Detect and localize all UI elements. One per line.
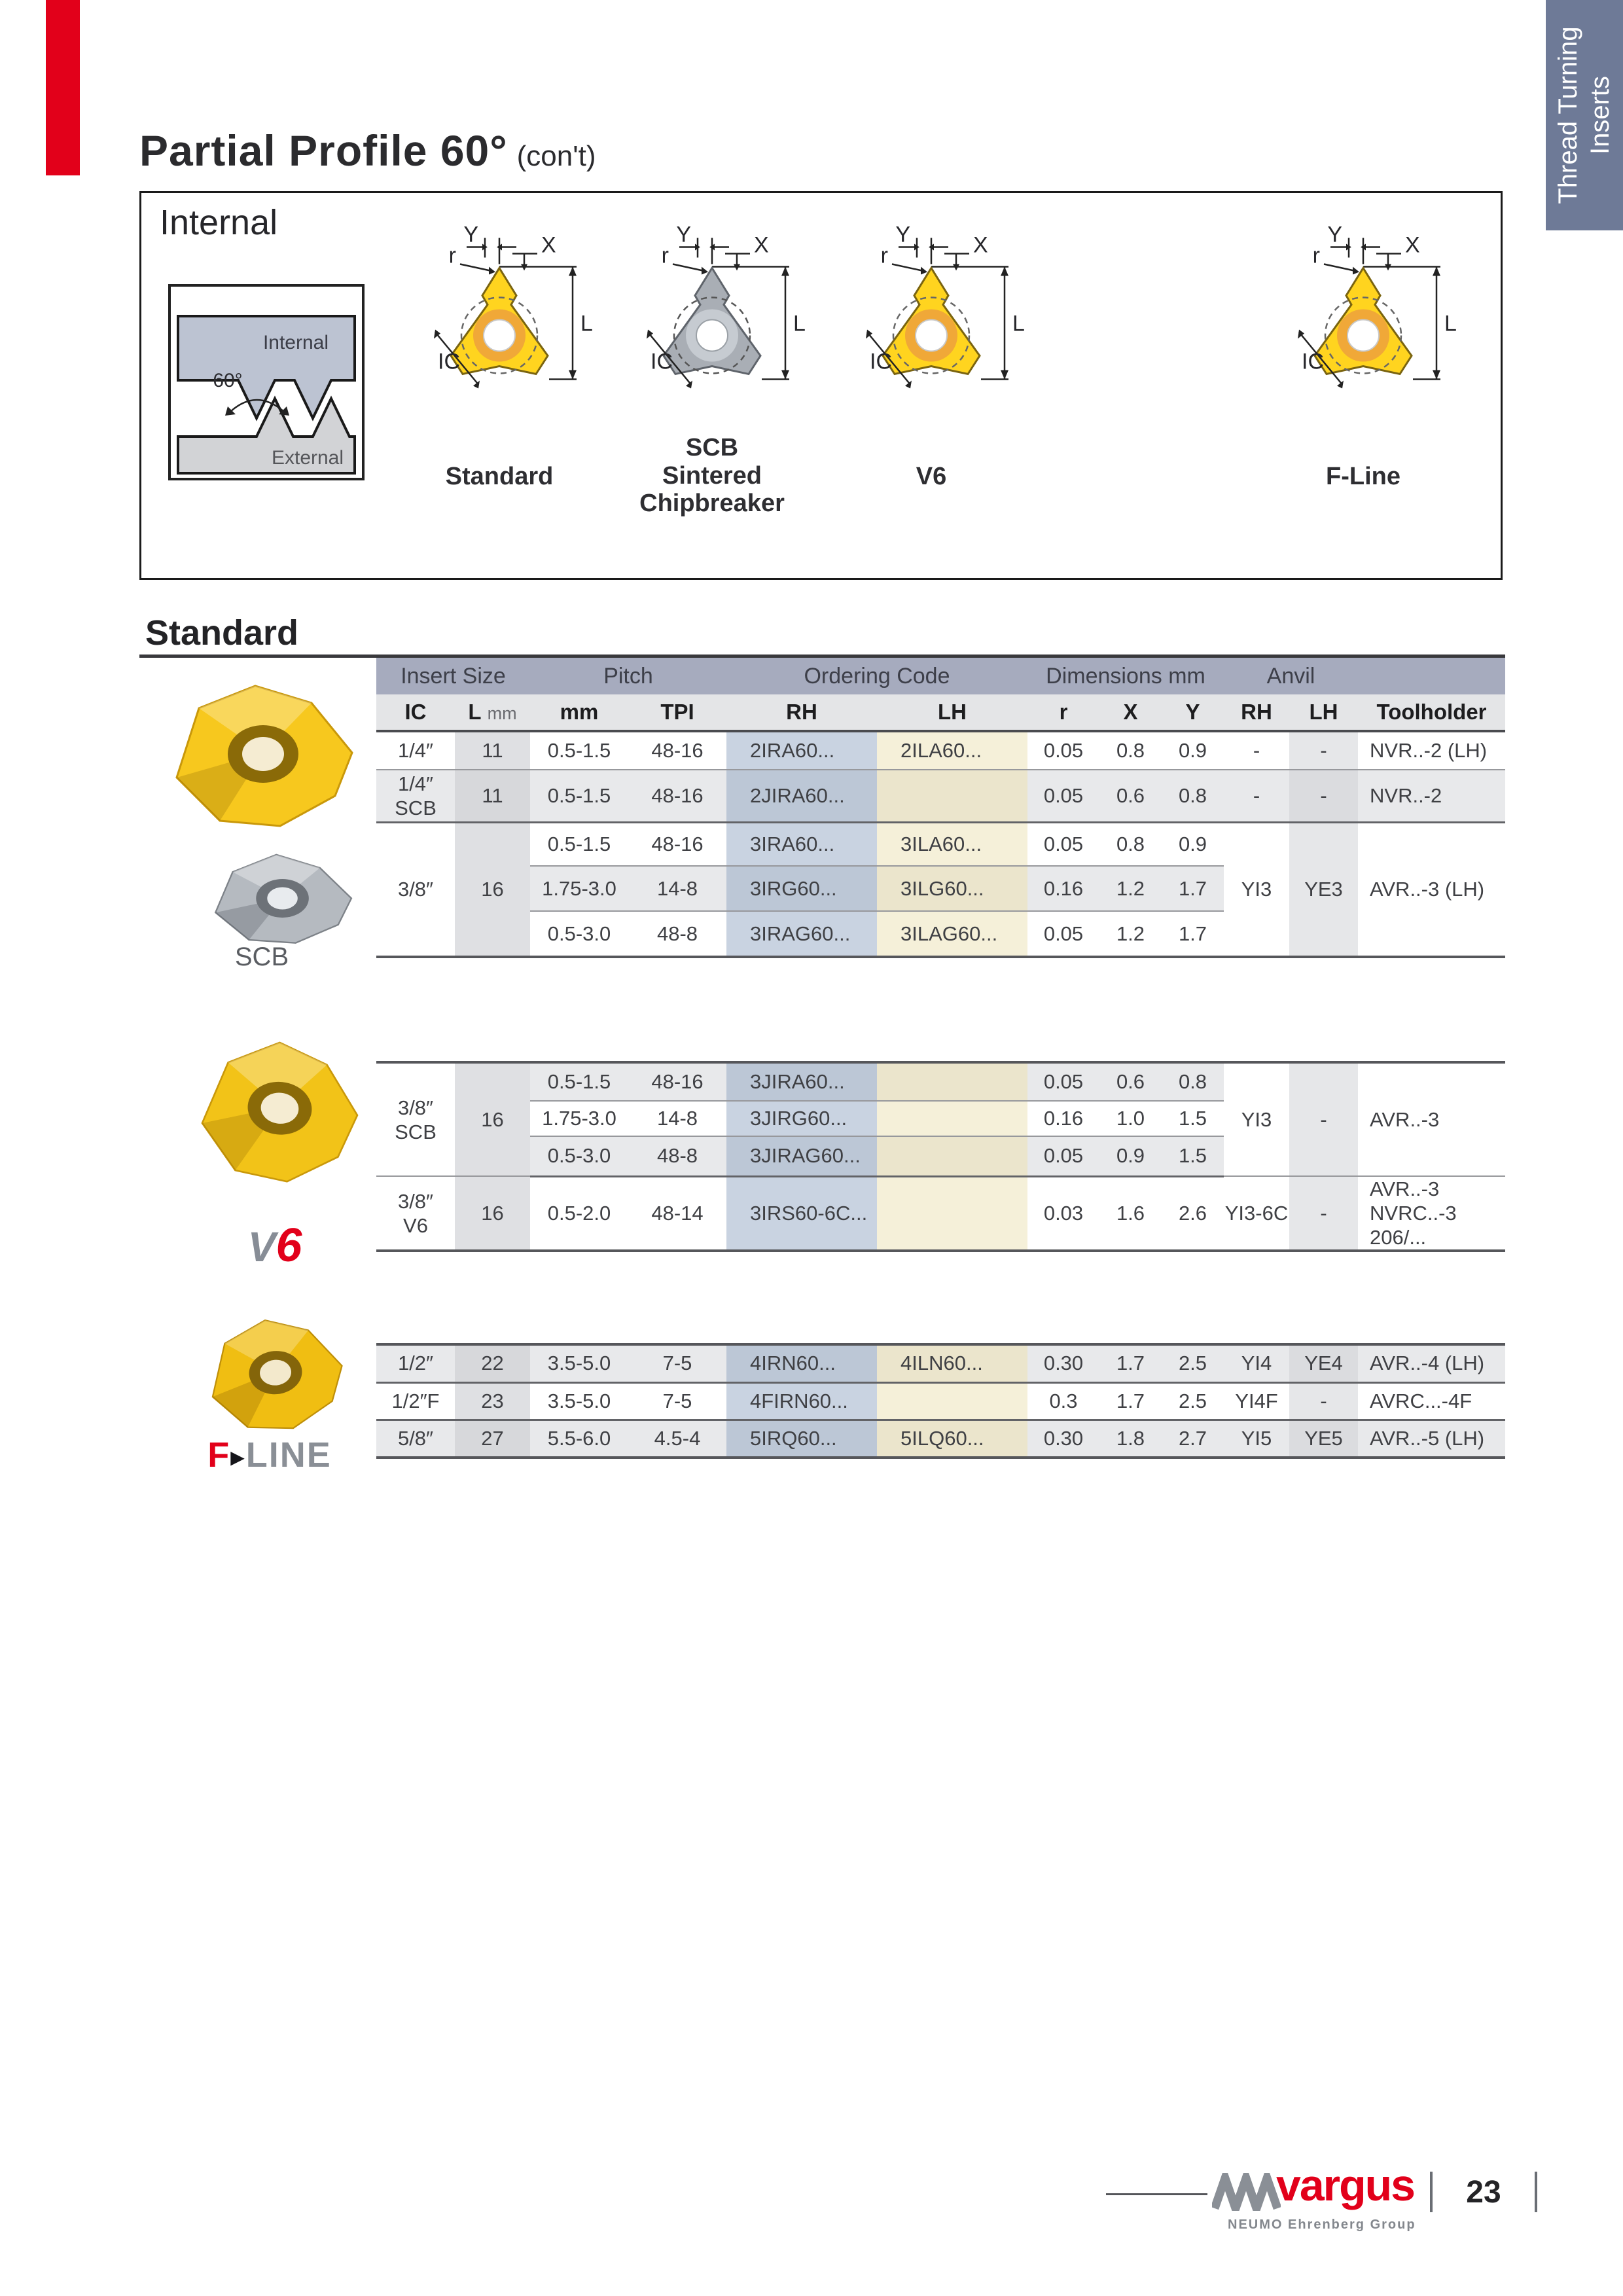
cell: [877, 1382, 1027, 1420]
col-header-lh: LH: [938, 700, 967, 724]
cell: 0.05: [1027, 822, 1099, 866]
cell: [376, 1062, 455, 1176]
cell: 48-16: [628, 732, 726, 770]
cell: 48-8: [656, 922, 698, 945]
page-title-main: Partial Profile 60°: [139, 126, 508, 175]
dim-label-r: r: [448, 243, 456, 268]
group-header-anvil: Anvil: [1266, 663, 1315, 689]
cell: 2ILA60...: [877, 732, 1027, 770]
col-header-tpi: TPI: [660, 700, 694, 724]
cell: AVR..-3 (LH): [1358, 822, 1505, 957]
diagram-caption-fline: F-Line: [1326, 463, 1400, 490]
dim-label-ic: IC: [438, 349, 460, 374]
table-row: [376, 1420, 1505, 1458]
cell: AVRC...-4F: [1358, 1382, 1505, 1420]
cell: 0.5-2.0: [547, 1201, 611, 1225]
cell: 3IRG60...: [726, 866, 877, 911]
cell: 2.5: [1162, 1382, 1224, 1420]
profile-internal-label: Internal: [262, 332, 329, 353]
footer-divider-left: [1430, 2172, 1433, 2212]
cell: -: [1289, 770, 1358, 822]
cell-line: NVRC..-3 206/...: [1370, 1202, 1457, 1249]
cell: -: [1224, 732, 1289, 770]
cell: 3.5-5.0: [530, 1344, 628, 1382]
cell: 0.3: [1027, 1382, 1099, 1420]
dim-label-y: Y: [1327, 226, 1342, 247]
cell: 16: [455, 1176, 530, 1251]
cell: 4IRN60...: [726, 1344, 877, 1382]
table-row: [376, 770, 1505, 822]
caption-line: Sintered: [662, 461, 762, 490]
cell: [877, 1101, 1027, 1136]
cell-line: V6: [403, 1213, 428, 1237]
cell: -: [1224, 770, 1289, 822]
cell: 48-14: [651, 1201, 704, 1225]
cell: 0.05: [1043, 922, 1084, 945]
cell: AVR..-5 (LH): [1358, 1420, 1505, 1458]
cell: [376, 770, 455, 822]
table-group-header: [376, 658, 1505, 694]
cell: 1.0: [1099, 1101, 1162, 1136]
cell: 1/4″: [376, 732, 455, 770]
cell: 0.8: [1162, 770, 1224, 822]
cell: 48-16: [628, 1062, 726, 1101]
cell-line: 3/8″: [397, 1189, 434, 1213]
cell: 4ILN60...: [877, 1344, 1027, 1382]
dim-label-l: L: [793, 311, 806, 336]
cell: 0.5-1.5: [530, 1062, 628, 1101]
footer-divider-right: [1535, 2172, 1537, 2212]
cell: [877, 1176, 1027, 1251]
table-block-3: [376, 1343, 1505, 1459]
chapter-tab: [1546, 0, 1623, 230]
page-title: [139, 126, 596, 175]
insert-diagram-fline: [1265, 226, 1461, 452]
v6-insert-photo: [187, 1018, 370, 1208]
cell: 2.5: [1162, 1344, 1224, 1382]
cell: 48-8: [628, 1136, 726, 1176]
dim-label-ic: IC: [1302, 349, 1324, 374]
cell: YI3: [1224, 822, 1289, 957]
diagram-caption-scb: [639, 434, 785, 518]
fline-insert-photo: [196, 1309, 353, 1443]
dim-label-x: X: [754, 232, 769, 258]
cell: 22: [455, 1344, 530, 1382]
cell: YE5: [1289, 1420, 1358, 1458]
footer-rule: [1106, 2193, 1207, 2195]
col-header-y: Y: [1185, 700, 1200, 724]
internal-panel: [139, 191, 1503, 580]
group-header-insert-size: Insert Size: [401, 663, 506, 689]
dim-label-x: X: [1405, 232, 1420, 258]
cell: 0.5-1.5: [530, 732, 628, 770]
cell: 0.5-3.0: [547, 922, 611, 945]
col-header-rh: RH: [786, 700, 817, 724]
cell: 0.5-1.5: [530, 822, 628, 866]
cell: 16: [455, 1062, 530, 1176]
dim-label-r: r: [661, 243, 669, 268]
scb-insert-photo: [196, 848, 366, 949]
cell: 0.8: [1162, 1062, 1224, 1101]
cell: 3/8″: [376, 822, 455, 957]
table-row: [376, 732, 1505, 770]
cell-line: SCB: [395, 1120, 437, 1143]
cell: 1.8: [1099, 1420, 1162, 1458]
insert-diagram-scb: [614, 226, 810, 452]
cell: 1.7: [1099, 1344, 1162, 1382]
table-block-1: [376, 658, 1505, 958]
cell: 1.5: [1162, 1136, 1224, 1176]
profile-angle-label: 60°: [213, 370, 243, 391]
dim-label-y: Y: [676, 226, 691, 247]
col-header-r: r: [1059, 700, 1068, 724]
cell: 0.05: [1027, 770, 1099, 822]
col-header-ic: IC: [404, 700, 427, 724]
table-row: [376, 1176, 1505, 1251]
fline-logo: [207, 1435, 332, 1475]
cell: 14-8: [628, 1101, 726, 1136]
cell: 3ILG60...: [877, 866, 1027, 911]
table-block-2: [376, 1061, 1505, 1252]
cell: 2.7: [1162, 1420, 1224, 1458]
col-header-l: [455, 700, 530, 725]
cell: 48-16: [628, 770, 726, 822]
cell: 2JIRA60...: [726, 770, 877, 822]
dim-label-r: r: [880, 243, 888, 268]
table-column-header: [376, 694, 1505, 732]
dim-label-ic: IC: [870, 349, 892, 374]
dim-label-x: X: [541, 232, 556, 258]
cell: AVR..-4 (LH): [1358, 1344, 1505, 1382]
cell: 48-16: [628, 822, 726, 866]
cell: YI4F: [1224, 1382, 1289, 1420]
col-header-l-bold: L: [468, 700, 482, 724]
cell: 5ILQ60...: [877, 1420, 1027, 1458]
chapter-tab-line1: Thread Turning: [1554, 26, 1583, 204]
col-header-x: X: [1123, 700, 1138, 724]
cell: 3ILA60...: [877, 822, 1027, 866]
cell: 4.5-4: [628, 1420, 726, 1458]
vargus-tagline: NEUMO Ehrenberg Group: [1228, 2217, 1416, 2232]
cell: 1.6: [1116, 1201, 1145, 1225]
cell: 7-5: [628, 1382, 726, 1420]
cell: 0.8: [1099, 732, 1162, 770]
cell: 0.9: [1162, 732, 1224, 770]
dim-label-l: L: [580, 311, 593, 336]
cell: 1/2″: [376, 1344, 455, 1382]
cell: [1358, 1176, 1505, 1251]
diagram-caption-v6: V6: [916, 463, 947, 490]
page-title-suffix: (con't): [516, 140, 596, 172]
cell: [376, 1176, 455, 1251]
cell: [877, 770, 1027, 822]
cell: 3JIRAG60...: [726, 1136, 877, 1176]
cell: 14-8: [628, 866, 726, 911]
cell: 4FIRN60...: [726, 1382, 877, 1420]
cell: 0.30: [1027, 1420, 1099, 1458]
cell: 7-5: [628, 1344, 726, 1382]
dim-label-r: r: [1312, 243, 1320, 268]
cell: 2.6: [1178, 1201, 1207, 1225]
group-header-ordering-code: Ordering Code: [804, 663, 950, 689]
cell: 1.7: [1162, 866, 1224, 911]
cell: 0.5-3.0: [530, 1136, 628, 1176]
cell: 1/2″F: [376, 1382, 455, 1420]
standard-insert-photo: [157, 674, 366, 844]
cell: 1.2: [1099, 866, 1162, 911]
dim-label-l: L: [1012, 311, 1025, 336]
scb-photo-caption: SCB: [234, 942, 289, 971]
cell: 0.6: [1099, 770, 1162, 822]
cell: 1.75-3.0: [530, 866, 628, 911]
dim-label-y: Y: [895, 226, 910, 247]
col-header-anvil-rh: RH: [1241, 700, 1272, 724]
cell: 0.6: [1099, 1062, 1162, 1101]
cell: -: [1289, 1176, 1358, 1251]
cell: 0.9: [1162, 822, 1224, 866]
cell: 11: [455, 732, 530, 770]
cell: 0.05: [1027, 1136, 1099, 1176]
cell-line: AVR..-3: [1370, 1177, 1440, 1200]
cell: 0.9: [1099, 1136, 1162, 1176]
cell: 1.7: [1099, 1382, 1162, 1420]
cell: 0.8: [1099, 822, 1162, 866]
cell: YE3: [1289, 822, 1358, 957]
cell: 5/8″: [376, 1420, 455, 1458]
cell: -: [1289, 732, 1358, 770]
group-header-dimensions: Dimensions mm: [1046, 663, 1205, 689]
table-row: [376, 1382, 1505, 1420]
cell: 3JIRA60...: [726, 1062, 877, 1101]
cell: 3JIRG60...: [726, 1101, 877, 1136]
profile-external-label: External: [271, 447, 344, 469]
cell: NVR..-2: [1358, 770, 1505, 822]
table-row: [376, 1062, 1505, 1101]
section-heading: Standard: [145, 613, 299, 653]
chapter-tab-line2: Inserts: [1586, 75, 1614, 155]
cell: [877, 1062, 1027, 1101]
col-header-l-unit: mm: [487, 704, 517, 723]
thread-profile-diagram: [168, 283, 367, 483]
cell: 16: [455, 822, 530, 957]
v6-logo: [248, 1219, 302, 1272]
caption-line: SCB: [685, 434, 739, 461]
cell: 0.05: [1027, 732, 1099, 770]
cell: [877, 1136, 1027, 1176]
cell: 1.75-3.0: [530, 1101, 628, 1136]
cell: 0.30: [1027, 1344, 1099, 1382]
cell: 2IRA60...: [726, 732, 877, 770]
fline-logo-f: F: [207, 1435, 230, 1475]
diagram-caption-standard: Standard: [445, 463, 554, 490]
col-header-toolholder: Toolholder: [1376, 700, 1487, 724]
insert-diagram-v6: [833, 226, 1029, 452]
cell-line: 1/4″: [397, 772, 434, 795]
cell: 0.5-1.5: [530, 770, 628, 822]
internal-panel-label: Internal: [160, 203, 278, 242]
page-number: 23: [1466, 2175, 1501, 2210]
group-header-pitch: Pitch: [603, 663, 653, 689]
insert-diagram-standard: [401, 226, 597, 452]
cell: NVR..-2 (LH): [1358, 732, 1505, 770]
caption-line: Chipbreaker: [639, 490, 785, 518]
dim-label-ic: IC: [651, 349, 673, 374]
vargus-logo-text: vargus: [1276, 2161, 1414, 2210]
cell-line: SCB: [395, 796, 437, 819]
cell: 1.2: [1116, 922, 1145, 945]
cell: 3IRA60...: [726, 822, 877, 866]
table-row: [376, 1344, 1505, 1382]
cell: YI3: [1224, 1062, 1289, 1176]
cell: 0.16: [1027, 866, 1099, 911]
insert-table-3: [376, 1343, 1505, 1459]
cell: 3IRAG60...: [726, 911, 877, 957]
page-edge-red-mark: [46, 0, 80, 175]
v6-logo-v: V: [247, 1223, 276, 1270]
cell: 1.5: [1162, 1101, 1224, 1136]
cell: 0.05: [1027, 1062, 1099, 1101]
cell: YI5: [1224, 1420, 1289, 1458]
cell: 5.5-6.0: [530, 1420, 628, 1458]
cell: YE4: [1289, 1344, 1358, 1382]
col-header-anvil-lh: LH: [1309, 700, 1338, 724]
v6-logo-six: 6: [276, 1219, 302, 1272]
col-header-mm: mm: [560, 700, 599, 724]
cell: 3ILAG60...: [877, 911, 1027, 957]
vargus-logo-icon: [1212, 2173, 1281, 2211]
cell: 0.16: [1027, 1101, 1099, 1136]
insert-table-1: [376, 732, 1505, 958]
dim-label-l: L: [1444, 311, 1457, 336]
cell: YI4: [1224, 1344, 1289, 1382]
table-row: [376, 822, 1505, 866]
cell: 3.5-5.0: [530, 1382, 628, 1420]
cell: -: [1289, 1382, 1358, 1420]
fline-logo-arrow-icon: ▶: [230, 1446, 245, 1467]
cell: 3IRS60-6C...: [726, 1176, 877, 1251]
cell: AVR..-3: [1358, 1062, 1505, 1176]
cell: 0.03: [1043, 1201, 1084, 1225]
dim-label-y: Y: [463, 226, 478, 247]
dim-label-x: X: [973, 232, 988, 258]
cell: 5IRQ60...: [726, 1420, 877, 1458]
cell: YI3-6C: [1224, 1201, 1289, 1225]
cell: 11: [455, 770, 530, 822]
cell: -: [1289, 1062, 1358, 1176]
cell: 23: [455, 1382, 530, 1420]
insert-table-2: [376, 1061, 1505, 1252]
cell: 1.7: [1178, 922, 1207, 945]
cell-line: 3/8″: [397, 1096, 434, 1119]
cell: 27: [455, 1420, 530, 1458]
fline-logo-line: LINE: [245, 1435, 332, 1475]
